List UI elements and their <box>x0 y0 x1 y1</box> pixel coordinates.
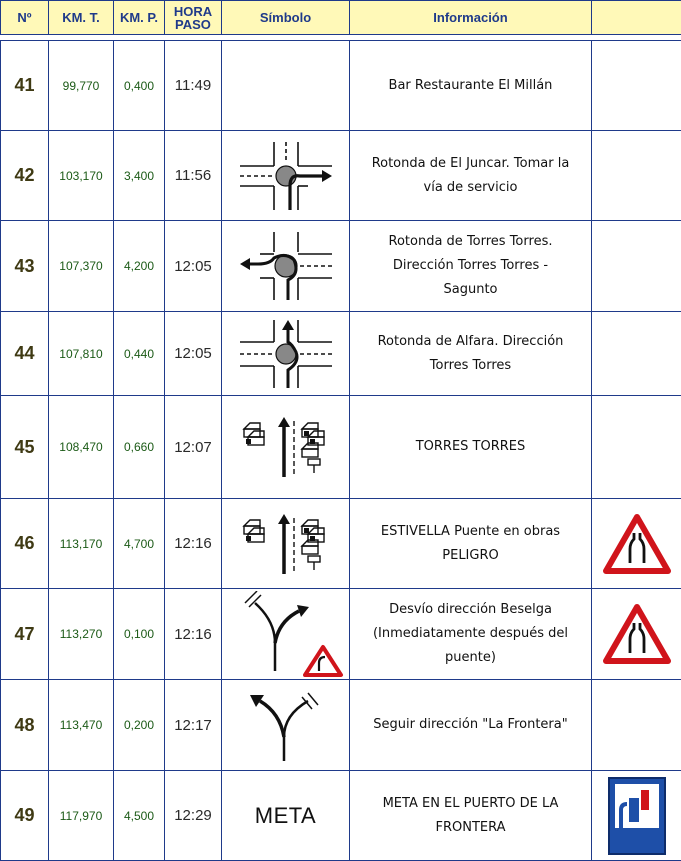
info-line: Desvío dirección Beselga <box>389 602 552 617</box>
row-extra-empty <box>592 312 681 396</box>
row-num: 41 <box>1 41 49 131</box>
header-row <box>1 1 681 35</box>
info-line: Torres Torres <box>430 358 511 373</box>
info-line: PELIGRO <box>442 548 498 563</box>
row-symbol <box>222 680 350 771</box>
row-hora: 11:56 <box>165 131 222 221</box>
info-line: (Inmediatamente después del <box>373 626 568 641</box>
header-extra <box>592 1 681 35</box>
dead-end-sign-icon <box>607 776 667 856</box>
row-km-partial: 4,700 <box>114 499 165 589</box>
row-info <box>350 771 592 861</box>
row-km-partial: 4,200 <box>114 221 165 312</box>
row-km-partial: 0,200 <box>114 680 165 771</box>
table-row <box>1 131 681 221</box>
table-row <box>1 396 681 499</box>
info-line: Dirección Torres Torres - <box>393 258 548 273</box>
row-info <box>350 499 592 589</box>
header-km-t: KM. T. <box>49 1 114 35</box>
row-num: 49 <box>1 771 49 861</box>
row-km-partial: 0,100 <box>114 589 165 680</box>
row-km-total: 108,470 <box>49 396 114 499</box>
row-extra <box>592 499 681 589</box>
header-hora <box>165 1 222 35</box>
row-km-total: 107,810 <box>49 312 114 396</box>
row-hora: 11:49 <box>165 41 222 131</box>
table-row <box>1 221 681 312</box>
fork-left-icon <box>236 685 336 765</box>
road-narrows-warning-icon <box>602 603 672 665</box>
row-hora: 12:16 <box>165 589 222 680</box>
row-num: 45 <box>1 396 49 499</box>
row-km-total: 113,170 <box>49 499 114 589</box>
header-info: Información <box>350 1 592 35</box>
row-info <box>350 41 592 131</box>
info-line: Rotonda de Alfara. Dirección <box>378 334 564 349</box>
row-hora: 12:07 <box>165 396 222 499</box>
info-line: Bar Restaurante El Millán <box>389 78 553 93</box>
row-km-total: 117,970 <box>49 771 114 861</box>
row-symbol <box>222 312 350 396</box>
row-hora: 12:17 <box>165 680 222 771</box>
row-num: 44 <box>1 312 49 396</box>
row-info <box>350 312 592 396</box>
header-hora-line1: HORA <box>174 4 212 19</box>
info-line: TORRES TORRES <box>416 439 526 454</box>
row-extra <box>592 589 681 680</box>
town-crossing-icon <box>236 512 336 576</box>
table-row <box>1 680 681 771</box>
town-crossing-icon <box>236 415 336 479</box>
table-row <box>1 499 681 589</box>
header-symbol: Símbolo <box>222 1 350 35</box>
header-km-p: KM. P. <box>114 1 165 35</box>
info-line: Sagunto <box>444 282 498 297</box>
info-line: puente) <box>445 650 496 665</box>
row-symbol <box>222 221 350 312</box>
row-km-total: 113,470 <box>49 680 114 771</box>
row-num: 42 <box>1 131 49 221</box>
row-hora: 12:16 <box>165 499 222 589</box>
row-extra-empty <box>592 221 681 312</box>
row-hora: 12:05 <box>165 312 222 396</box>
row-km-total: 99,770 <box>49 41 114 131</box>
row-num: 43 <box>1 221 49 312</box>
row-symbol-empty <box>222 41 350 131</box>
info-line: META EN EL PUERTO DE LA <box>383 796 559 811</box>
roundabout-right-exit-icon <box>236 138 336 214</box>
row-km-partial: 4,500 <box>114 771 165 861</box>
row-km-partial: 0,400 <box>114 41 165 131</box>
row-num: 47 <box>1 589 49 680</box>
row-extra-empty <box>592 131 681 221</box>
info-line: Rotonda de El Juncar. Tomar la <box>372 156 570 171</box>
row-symbol <box>222 396 350 499</box>
info-line: vía de servicio <box>424 180 518 195</box>
row-hora: 12:05 <box>165 221 222 312</box>
row-extra <box>592 771 681 861</box>
row-symbol <box>222 131 350 221</box>
row-km-total: 107,370 <box>49 221 114 312</box>
table-row <box>1 771 681 861</box>
info-line: Rotonda de Torres Torres. <box>389 234 553 249</box>
header-num: Nº <box>1 1 49 35</box>
info-line: ESTIVELLA Puente en obras <box>381 524 560 539</box>
roundabout-left-exit-icon <box>236 228 336 304</box>
row-km-total: 113,270 <box>49 589 114 680</box>
row-info <box>350 680 592 771</box>
row-info <box>350 396 592 499</box>
header-hora-line2: PASO <box>175 17 211 32</box>
row-extra-empty <box>592 41 681 131</box>
info-line: FRONTERA <box>435 820 505 835</box>
table-row <box>1 41 681 131</box>
row-extra-empty <box>592 680 681 771</box>
roundabout-straight-exit-icon <box>236 316 336 392</box>
table-row <box>1 312 681 396</box>
finish-label: META <box>255 803 316 828</box>
row-symbol <box>222 499 350 589</box>
row-hora: 12:29 <box>165 771 222 861</box>
row-symbol <box>222 771 350 861</box>
row-km-total: 103,170 <box>49 131 114 221</box>
info-line: Seguir dirección "La Frontera" <box>373 717 567 732</box>
row-num: 48 <box>1 680 49 771</box>
row-km-partial: 0,660 <box>114 396 165 499</box>
row-info <box>350 221 592 312</box>
row-num: 46 <box>1 499 49 589</box>
fork-right-with-warning-icon <box>225 591 347 677</box>
row-km-partial: 3,400 <box>114 131 165 221</box>
row-info <box>350 589 592 680</box>
row-km-partial: 0,440 <box>114 312 165 396</box>
road-narrows-warning-icon <box>602 513 672 575</box>
row-info <box>350 131 592 221</box>
table-row <box>1 589 681 680</box>
row-extra-empty <box>592 396 681 499</box>
row-symbol <box>222 589 350 680</box>
